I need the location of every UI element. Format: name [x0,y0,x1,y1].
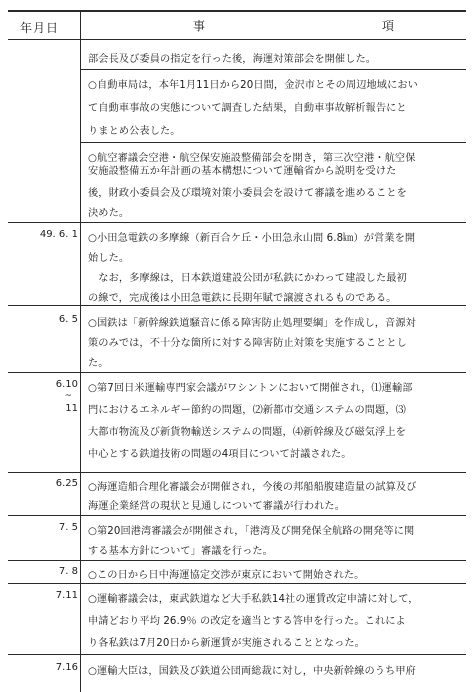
entry-text-line: 始した。 [88,253,130,264]
entry-date: 7. 5 [58,522,78,533]
entry-separator [8,305,466,306]
entry-date: 7. 8 [58,566,78,577]
entry-separator [8,583,466,584]
entry-text-line: 申請どおり平均 26.9％ の改定を適当とする答申を行った。これによ [88,616,406,627]
entry-text-line: ○運輸大臣は，国鉄及び鉄道公団両総裁に対し，中央新幹線のうち甲府 [88,666,416,677]
column-divider [80,10,81,692]
date-range-tilde: ~ [64,391,72,401]
entry-text-line: ○この日から日中海運協定交渉が東京において開始された。 [88,570,365,581]
entry-text-line: ○国鉄は「新幹線鉄道騒音に係る障害防止処理要綱」を作成し，音源対 [88,318,416,329]
entry-text-line: ○第20回港湾審議会が開催され，「港湾及び開発保全航路の開発等に関 [88,526,415,537]
entry-text-line: ○航空審議会空港・航空保安施設整備部会を開き，第三次空港・航空保 [88,153,416,164]
top-rule [8,10,466,12]
entry-text-line: 中心とする鉄道技術の問題の4項目について討議された。 [88,449,352,460]
entry-text-line: て自動車事故の実態について調査した結果，自動車事故解析報告にと [88,103,407,114]
entry-separator [81,142,466,143]
entry-text-line: 大都市物流及び新貨物輸送システムの問題，⑷新幹線及び磁気浮上を [88,427,406,438]
entry-text-line: りまとめ公表した。 [88,126,181,137]
entry-text-line: の線で，完成後は小田急電鉄に長期年賦で譲渡されるものである。 [88,293,397,304]
entry-date-end: 11 [65,403,78,414]
entry-text-line: た。 [88,358,109,369]
entry-text-line: ○小田急電鉄の多摩線（新百合ケ丘・小田急永山間 6.8㎞）が営業を開 [88,233,416,244]
header-date-label: 年月日 [20,21,60,35]
entry-text-line: 部会長及び委員の指定を行った後，海運対策部会を開催した。 [88,54,377,65]
entry-text-line: 後，財政小委員会及び環境対策小委員会を設けて審議を進めることを [88,188,407,199]
entry-date: 7.16 [55,662,78,673]
entry-date: 7.11 [55,590,78,601]
entry-separator [8,372,466,373]
header-event-label-2: 項 [382,19,396,33]
entry-separator [8,515,466,516]
entry-text-line: 門におけるエネルギー節約の問題，⑵新都市交通システムの問題，⑶ [88,405,406,416]
entry-text-line: ○第7回日米運輸専門家会議がワシントンにおいて開催され，⑴運輸部 [88,383,413,394]
entry-text-line: ○自動車局は，本年1月11日から20日間，金沢市とその周辺地域におい [88,80,418,91]
entry-separator [8,472,466,473]
entry-text-line: ○海運造船合理化審議会が開催され，今後の邦船船腹建造量の試算及び [88,482,417,493]
entry-text-line: なお，多摩線は，日本鉄道建設公団が私鉄にかわって建設した最初 [88,273,407,284]
entry-separator [81,69,466,70]
entry-text-line: 海運企業経営の現状と見通しについて審議が行われた。 [88,501,345,512]
entry-date: 6. 5 [58,314,78,325]
entry-date: 6.10 [55,379,78,390]
entry-text-line: 策のみでは，不十分な箇所に対する障害防止対策を実施することとし [88,338,407,349]
entry-date: 6.25 [55,478,78,489]
entry-text-line: する基本方針について」審議を行った。 [88,546,273,557]
entry-text-line: り各私鉄は7月20日から新運賃が実施されることとなった。 [88,638,365,649]
header-event-label-1: 事 [193,19,207,33]
entry-separator [8,222,466,223]
entry-separator [8,560,466,561]
entry-separator [8,654,466,655]
header-rule [8,39,466,40]
entry-text-line: ○運輸審議会は，東武鉄道など大手私鉄14社の運賃改定申請に対して， [88,594,419,605]
entry-text-line: 安施設整備五か年計画の基本構想について運輸省から説明を受けた [88,166,397,177]
entry-text-line: 決めた。 [88,208,130,219]
entry-date: 49. 6. 1 [39,229,78,240]
